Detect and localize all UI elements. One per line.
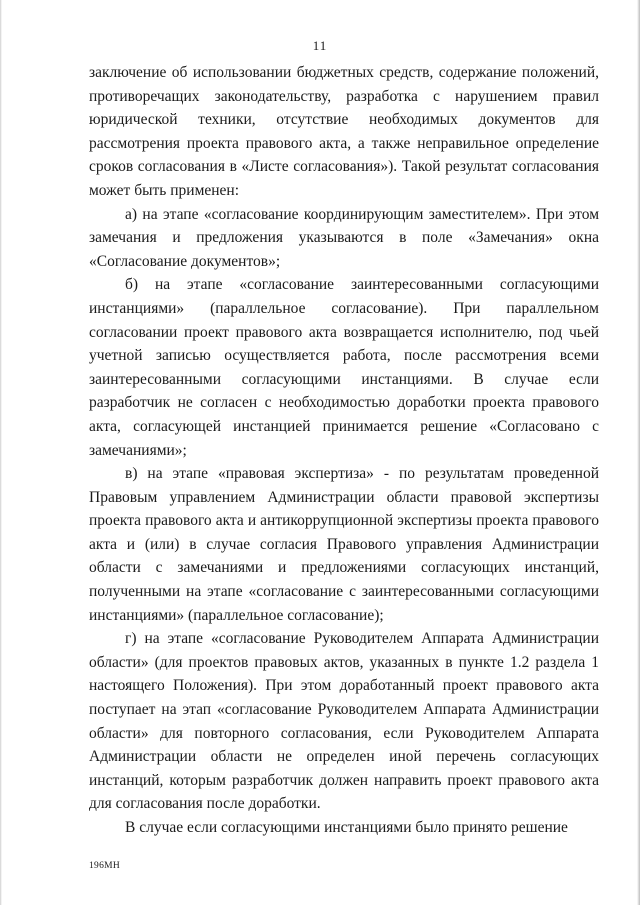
paragraph-continuation: заключение об использовании бюджетных средств, содержание положений, противоречащих законодательству, разработка с нарушением правил юридической техники, отсутствие необходимых документов для рассмотрения проекта правового акта, а также неправильное определение сроков согласования в «Листе согласования»). Такой результат согласования может быть применен: bbox=[89, 64, 599, 199]
paragraph-item-v: в) на этапе «правовая экспертиза» - по результатам проведенной Правовым управлением Администрации области правовой экспертизы проекта правового акта и антикоррупционной экспертизы проекта правового акта и (или) в случае согласия Правового управления Администрации области с замечаниями и предложениями согласующих инстанций, полученными на этапе «согласование с заинтересованными согласующими инстанциями» (параллельное согласование); bbox=[89, 465, 599, 624]
paragraph-item-g: г) на этапе «согласование Руководителем Аппарата Администрации области» (для проектов правовых актов, указанных в пункте 1.2 раздела 1 настоящего Положения). При этом доработанный проект правового акта поступает на этап «согласование Руководителем Аппарата Администрации области» для повторного согласования, если Руководителем Аппарата Администрации области не определен иной перечень согласующих инстанций, которым разработчик должен направить проект правового акта для согласования после доработки. bbox=[89, 630, 599, 813]
paragraph-item-a: а) на этапе «согласование координирующим заместителем». При этом замечания и предложения указываются в поле «Замечания» окна «Согласование документов»; bbox=[89, 205, 599, 270]
paragraph-item-b: б) на этапе «согласование заинтересованными согласующими инстанциями» (параллельное согласование). При параллельном согласовании проект правового акта возвращается исполнителю, под чьей учетной записью осуществляется работа, после рассмотрения всеми заинтересованными согласующими инстанциями. В случае если разработчик не согласен с необходимостью доработки проекта правового акта, согласующей инстанцией принимается решение «Согласовано с замечаниями»; bbox=[89, 276, 599, 459]
scan-edge-left bbox=[0, 0, 2, 905]
page-number: 11 bbox=[312, 38, 328, 53]
paragraph-final: В случае если согласующими инстанциями было принято решение bbox=[125, 819, 568, 836]
document-code: 196МН bbox=[89, 861, 121, 871]
document-body bbox=[89, 61, 599, 840]
